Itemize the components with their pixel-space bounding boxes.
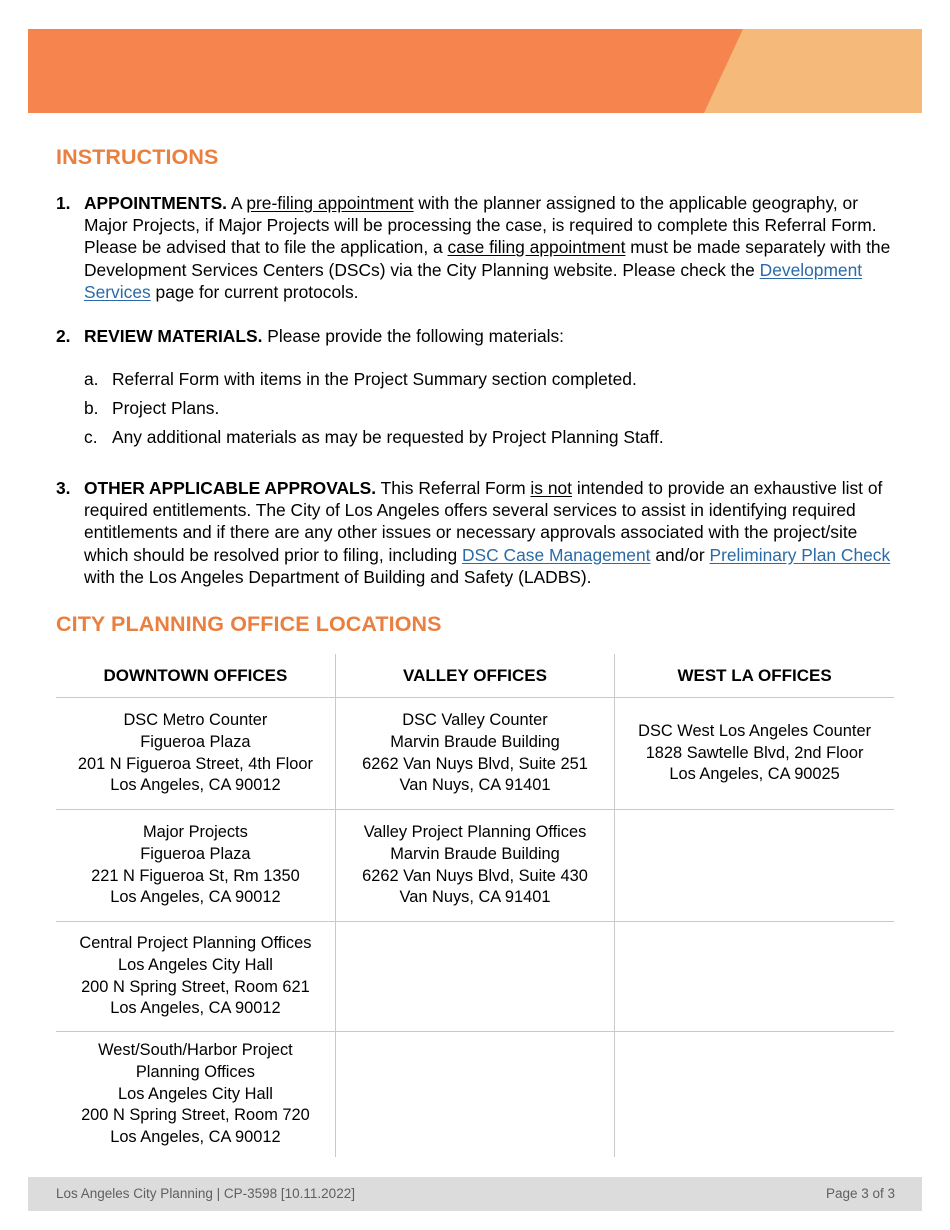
item-number: 1. — [56, 193, 71, 213]
column-header-valley: VALLEY OFFICES — [335, 654, 614, 698]
instruction-item-review-materials — [56, 325, 896, 347]
address-line: 6262 Van Nuys Blvd, Suite 251 — [362, 754, 588, 773]
address-line: 201 N Figueroa Street, 4th Floor — [77, 754, 313, 773]
address-line: Los Angeles City Hall — [117, 955, 273, 974]
address-line: Major Projects — [143, 823, 248, 842]
office-cell — [56, 810, 335, 922]
table-row — [56, 922, 894, 1032]
address-line: Figueroa Plaza — [140, 844, 251, 863]
address-line: 221 N Figueroa St, Rm 1350 — [91, 866, 300, 885]
case-filing-appointment-text: case filing appointment — [447, 237, 626, 258]
address-line: Los Angeles City Hall — [117, 1084, 273, 1103]
header-banner — [28, 29, 922, 113]
preliminary-plan-check-link[interactable]: Preliminary Plan Check — [709, 544, 891, 565]
materials-subitem-c — [84, 426, 664, 448]
column-header-downtown: DOWNTOWN OFFICES — [56, 654, 335, 698]
address-line: Van Nuys, CA 91401 — [399, 888, 551, 907]
subitem-text: Referral Form with items in the Project Summary section completed. — [112, 369, 637, 389]
item-lead: REVIEW MATERIALS. — [84, 326, 263, 346]
item-text: page for current protocols. — [150, 281, 359, 302]
item-number: 2. — [56, 326, 71, 346]
subitem-text: Project Plans. — [112, 398, 220, 418]
dsc-case-management-link[interactable]: DSC Case Management — [461, 544, 651, 565]
banner-graphic — [28, 29, 922, 113]
table-header-row — [56, 654, 894, 698]
office-cell — [56, 698, 335, 810]
address-line: DSC West Los Angeles Counter — [638, 721, 872, 740]
instructions-title: INSTRUCTIONS — [56, 145, 219, 169]
footer-document-id: Los Angeles City Planning | CP-3598 [10.11.2022] — [56, 1186, 355, 1201]
address-line: Marvin Braude Building — [390, 732, 560, 751]
address-line: Planning Offices — [135, 1062, 255, 1081]
is-not-text: is not — [530, 478, 572, 498]
address-line: West/South/Harbor Project — [98, 1041, 293, 1060]
item-text: with the Los Angeles Department of Building and Safety (LADBS). — [84, 566, 592, 587]
office-cell — [56, 922, 335, 1032]
address-line: 200 N Spring Street, Room 621 — [81, 977, 310, 996]
subitem-letter: b. — [84, 398, 99, 418]
address-line: Valley Project Planning Offices — [363, 823, 587, 842]
address-line: DSC Metro Counter — [123, 711, 268, 730]
address-line: DSC Valley Counter — [402, 711, 548, 730]
item-text: intended to provide an exhaustive list of required entitlements. The City of Los Angeles offers several services to assist in identifying required entitlements and if there are any other issues or necessary approvals associated with the project/site which should be resolved prior to filing, including — [84, 478, 883, 565]
address-line: Los Angeles, CA 90012 — [110, 999, 281, 1018]
address-line: Los Angeles, CA 90025 — [669, 765, 840, 784]
materials-subitem-b — [84, 397, 219, 419]
subitem-letter: c. — [84, 427, 98, 447]
column-header-west-la: WEST LA OFFICES — [615, 654, 894, 698]
footer-page-number: Page 3 of 3 — [825, 1186, 895, 1201]
office-cell — [335, 810, 614, 922]
item-text: with the planner assigned to the applicable geography, or Major Projects, if Major Projects will be processing the case, is required to complete this Referral Form. Please be advised that to file the application, a — [84, 193, 877, 258]
subitem-letter: a. — [84, 369, 99, 389]
office-locations-table — [56, 654, 894, 1157]
office-cell — [335, 698, 614, 810]
address-line: Van Nuys, CA 91401 — [399, 776, 551, 795]
item-text: A — [227, 193, 247, 213]
office-cell — [56, 1032, 335, 1158]
instruction-item-appointments — [56, 192, 896, 303]
table-row — [56, 1032, 894, 1158]
item-lead: APPOINTMENTS. — [84, 193, 227, 213]
address-line: Central Project Planning Offices — [79, 934, 312, 953]
page-footer — [28, 1177, 922, 1211]
address-line: Los Angeles, CA 90012 — [110, 888, 281, 907]
empty-cell — [615, 1032, 894, 1158]
subitem-text: Any additional materials as may be requested by Project Planning Staff. — [112, 427, 664, 447]
empty-cell — [615, 810, 894, 922]
address-line: 200 N Spring Street, Room 720 — [81, 1106, 310, 1125]
item-body — [84, 477, 896, 588]
pre-filing-appointment-text: pre-filing appointment — [246, 193, 414, 213]
address-line: Los Angeles, CA 90012 — [110, 776, 281, 795]
item-number: 3. — [56, 478, 71, 498]
table-row — [56, 810, 894, 922]
materials-subitem-a — [84, 368, 637, 390]
banner-main-band — [28, 29, 743, 113]
instruction-item-other-approvals — [56, 477, 896, 588]
address-line: Marvin Braude Building — [390, 844, 560, 863]
office-locations-title: CITY PLANNING OFFICE LOCATIONS — [56, 612, 442, 636]
office-cell — [615, 698, 894, 810]
item-lead: OTHER APPLICABLE APPROVALS. — [84, 478, 377, 498]
item-body — [84, 192, 896, 303]
empty-cell — [335, 922, 614, 1032]
development-services-link[interactable]: Development Services — [84, 259, 863, 302]
empty-cell — [335, 1032, 614, 1158]
item-body — [84, 325, 896, 347]
address-line: Los Angeles, CA 90012 — [110, 1128, 281, 1147]
address-line: 6262 Van Nuys Blvd, Suite 430 — [362, 866, 588, 885]
item-text: This Referral Form — [376, 478, 531, 498]
table-row — [56, 698, 894, 810]
item-text: must be made separately with the Development Services Centers (DSCs) via the City Planning website. Please check the — [84, 237, 891, 280]
empty-cell — [615, 922, 894, 1032]
item-text: Please provide the following materials: — [262, 326, 565, 346]
address-line: 1828 Sawtelle Blvd, 2nd Floor — [645, 743, 864, 762]
address-line: Figueroa Plaza — [140, 732, 251, 751]
item-text: and/or — [650, 544, 710, 565]
